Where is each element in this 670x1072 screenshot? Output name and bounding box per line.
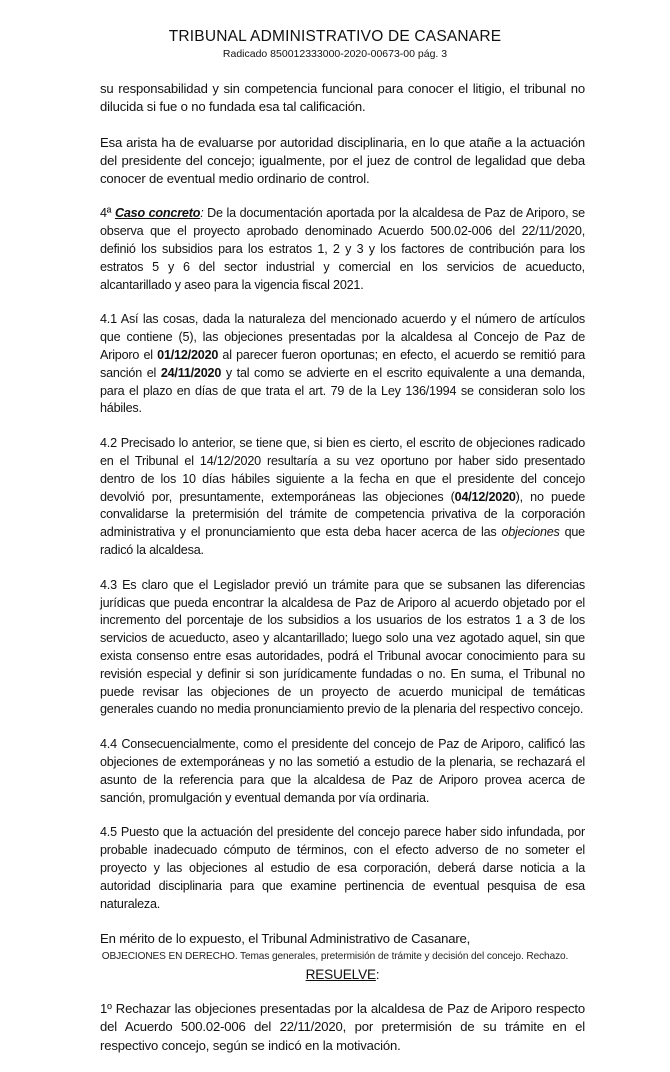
court-title: TRIBUNAL ADMINISTRATIVO DE CASANARE [168,28,502,45]
paragraph-text: ), no puede convalidarse la pretermisión del trámite de competencia privativa de la corporación administrativa y el pronunciamiento que esta deba hacer acerca de las [100,489,585,540]
paragraph-4-4: 4.4 Consecuencialmente, como el presidente del concejo de Paz de Ariporo, calificó las objeciones de extemporáneas y no las sometió a estudio de la plenaria, se rechazará el asunto de la referencia para que la alcaldesa de Paz de Ariporo provea acerca de sanción, promulgación y eventual demanda por vía ordinaria. [100,737,585,805]
paragraph-4-2 [100,435,585,560]
page-footer: OBJECIONES EN DERECHO. Temas generales, pretermisión de trámite y decisión del concejo. Rechazo. [101,951,569,962]
date-objeciones: 01/12/2020 [157,348,219,363]
date-sancion: 24/11/2020 [160,365,222,380]
paragraph-merito: En mérito de lo expuesto, el Tribunal Administrativo de Casanare, [100,931,471,947]
paragraph-decision-1: 1º Rechazar las objeciones presentadas por la alcaldesa de Paz de Ariporo respecto del Acuerdo 500.02-006 del 22/11/2020, por pretermisión de su trámite en el respectivo concejo, según se indicó en la motivación. [100,1000,585,1053]
resuelve-heading [100,966,585,984]
date-devolucion: 04/12/2020 [454,489,516,504]
section-number: 4ª [100,206,115,221]
paragraph-2: Esa arista ha de evaluarse por autoridad disciplinaria, en lo que atañe a la actuación del presidente del concejo; igualmente, por el juez de control de legalidad que deba conocer de eventual medio ordinario de control. [100,134,585,187]
document-body [100,80,585,1072]
radicado-line: Radicado 850012333000-2020-00673-00 pág. 3 [222,48,448,60]
paragraph-4-1 [100,311,585,418]
paragraph-text: 4.2 Precisado lo anterior, se tiene que, si bien es cierto, el escrito de objeciones radicado en el Tribunal el 14/12/2020 resultaría a su vez oportuno por haber sido presentado dentro de los 10 días hábiles siguiente a la fecha en que el presidente del concejo devolvió por, presuntamente, extemporáneas las objeciones ( [100,436,585,504]
paragraph-caso-concreto [100,205,585,294]
paragraph-1: su responsabilidad y sin competencia funcional para conocer el litigio, el tribunal no dilucida si fue o no fundada esa tal calificación. [100,81,585,115]
paragraph-text: al parecer fueron oportunas; en efecto, el acuerdo se remitió para sanción el [100,348,586,380]
paragraph-4-3: 4.3 Es claro que el Legislador previó un trámite para que se subsanen las diferencias jurídicas que pueda encontrar la alcaldesa de Paz de Ariporo al acuerdo objetado por el incremento del porcentaje de los subsidios a los usuarios de los estratos 1 a 3 de los servicios de acueducto, aseo y alcantarillado; luego solo una vez agotado aquel, sin que exista consenso entre esas autoridades, podrá el Tribunal avocar conocimiento para su revisión especial y definir si son jurídicamente fundadas o no. En suma, el Tribunal no puede revisar las objeciones de un proyecto de acuerdo municipal de temáticas generales cuando no media pronunciamiento previo de la plenaria del respectivo concejo. [100,577,585,717]
section-title: Caso concreto [114,206,201,221]
section-title-colon: : [200,206,208,221]
section-text: De la documentación aportada por la alcaldesa de Paz de Ariporo, se observa que el proyecto aprobado denominado Acuerdo 500.02-006 del 22/11/2020, definió los subsidios para los estratos 1, 2 y 3 y los factores de contribución para los estratos 5 y 6 del sector industrial y comercial en los servicios de acueducto, alcantarillado y aseo para la vigencia fiscal 2021. [100,206,585,292]
paragraph-text: y tal como se advierte en el escrito equivalente a una demanda, para el plazo en días de que trata el art. 79 de la Ley 136/1994 se consideran solo los hábiles. [100,365,585,416]
paragraph-text: 4.1 Así las cosas, dada la naturaleza del mencionado acuerdo y el número de artículos que contiene (5), las objeciones presentadas por la alcaldesa al Concejo de Paz de Ariporo el [100,312,585,363]
page-header [0,28,670,61]
paragraph-text: que radicó la alcaldesa. [100,525,585,558]
resuelve-label: RESUELVE [305,966,376,982]
italic-objeciones: objeciones [501,525,560,540]
paragraph-4-5: 4.5 Puesto que la actuación del presidente del concejo parece haber sido infundada, por probable inadecuado cómputo de términos, con el efecto adverso de no someter el proyecto y las objeciones al estudio de esa corporación, deberá darse noticia a la autoridad disciplinaria para que examine pertinencia de eventual pesquisa de esa naturaleza. [100,825,585,911]
resuelve-colon: : [375,966,380,982]
